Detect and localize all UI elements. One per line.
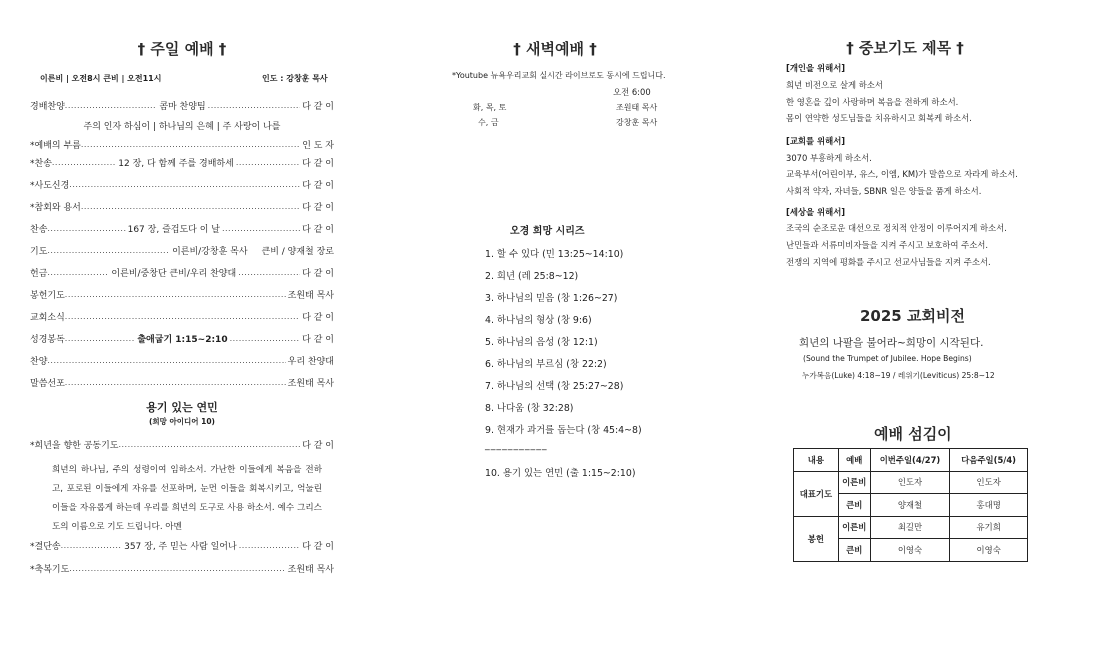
person-cell: 인도자 <box>950 471 1028 494</box>
order-row <box>30 221 334 235</box>
service-cell: 이른비 <box>838 471 870 494</box>
order-label: 찬양 <box>30 356 48 367</box>
order-row <box>30 375 334 389</box>
dot-leader <box>65 101 158 110</box>
service-cell: 큰비 <box>838 494 870 517</box>
order-performer: 큰비 / 양재철 장로 <box>261 246 334 257</box>
dot-leader <box>61 541 123 550</box>
prayer-line: 전쟁의 지역에 평화를 주시고 선교사님들을 지켜 주소서. <box>786 257 991 267</box>
order-row <box>30 309 334 323</box>
order-row <box>30 538 334 552</box>
vision-motto: 희년의 나팔을 불어라~희망이 시작된다. <box>799 337 984 349</box>
header-cell: 내용 <box>794 449 839 472</box>
prayer-line: 3070 부흥하게 하소서. <box>786 153 872 163</box>
dawn-time: 오전 6:00 <box>613 87 651 97</box>
order-detail: 콤마 찬양팀 <box>159 101 206 112</box>
series-item: 7. 하나님의 선택 (창 25:27~28) <box>485 381 624 392</box>
dawn-title: † 새벽예배 † <box>513 40 597 58</box>
table-row <box>794 471 1028 494</box>
serving-table <box>793 448 1028 562</box>
intercession-title: † 중보기도 제목 † <box>846 39 964 57</box>
order-label: 경배찬양 <box>30 101 65 112</box>
header-cell: 다음주일(5/4) <box>950 449 1028 472</box>
series-divider: ___________ <box>485 440 548 451</box>
order-label: 성경봉독 <box>30 334 65 345</box>
dot-leader <box>81 202 300 211</box>
order-label: 말씀선포 <box>30 378 65 389</box>
serving-title: 예배 섬김이 <box>874 425 952 443</box>
table-header-row <box>794 449 1028 472</box>
series-item: 5. 하나님의 음성 (창 12:1) <box>485 337 598 348</box>
youtube-note: *Youtube 뉴욕우리교회 실시간 라이브로도 동시에 드립니다. <box>452 71 666 80</box>
order-detail: 167 장, 즐겁도다 이 날 <box>127 224 220 235</box>
service-cell: 이른비 <box>838 516 870 539</box>
theme-line: 주의 인자 하심이 | 하나님의 은혜 | 주 사랑이 나를 <box>83 122 281 132</box>
dot-leader <box>47 224 125 233</box>
order-performer: 우리 찬양대 <box>287 356 334 367</box>
jubilee-prayer-text: 희년의 하나님, 주의 성령이여 임하소서. 가난한 이들에게 복음을 전하고, 포로된 이들에게 자유를 선포하며, 눈먼 이들을 회복시키고, 억눌린 이들을 자유롭게 하는데 우리를 희년의 도구로 사용 하소서. 예수 그리스도의 이름으로 기도 드립니다. 아멘 <box>52 465 322 532</box>
order-row <box>30 155 334 169</box>
dot-leader <box>69 180 300 189</box>
dot-leader <box>236 158 300 167</box>
order-label: 기도 <box>30 246 48 257</box>
order-performer: 다 같 이 <box>302 334 334 345</box>
order-row <box>30 243 334 257</box>
order-row <box>30 331 334 345</box>
order-label: 찬송 <box>30 224 48 235</box>
order-label: *찬송 <box>30 158 52 169</box>
dawn-days: 화, 목, 토 <box>473 103 507 112</box>
series-item: 8. 나다움 (창 32:28) <box>485 403 574 414</box>
order-row <box>30 98 334 112</box>
order-label: *결단송 <box>30 541 61 552</box>
order-performer: 다 같 이 <box>302 158 334 169</box>
dawn-person: 조원태 목사 <box>616 103 658 112</box>
order-label: *참회와 용서 <box>30 202 81 213</box>
order-performer: 다 같 이 <box>302 101 334 112</box>
order-row <box>30 353 334 367</box>
order-performer: 다 같 이 <box>302 268 334 279</box>
series-item: 4. 하나님의 형상 (창 9:6) <box>485 315 592 326</box>
sermon-subtitle: (희망 아이디어 10) <box>149 417 215 426</box>
order-performer: 조원태 목사 <box>287 290 334 301</box>
dot-leader <box>222 224 300 233</box>
series-item: 1. 할 수 있다 (민 13:25~14:10) <box>485 249 624 260</box>
order-detail: 12 장, 다 함께 주를 경배하세 <box>118 158 234 169</box>
order-detail: 이른비/중창단 큰비/우리 찬양대 <box>111 268 237 279</box>
dot-leader <box>230 334 301 343</box>
vision-title: 2025 교회비전 <box>860 307 965 325</box>
order-label: 봉헌기도 <box>30 290 65 301</box>
prayer-line: 난민들과 서류미비자들을 지켜 주시고 보호하여 주소서. <box>786 240 989 250</box>
order-row <box>30 265 334 279</box>
dot-leader <box>52 158 116 167</box>
series-title: 오경 희망 시리즈 <box>510 226 585 237</box>
order-performer: 다 같 이 <box>302 202 334 213</box>
order-performer: 조원태 목사 <box>287 564 334 575</box>
person-cell: 유기희 <box>950 516 1028 539</box>
prayer-group-heading: [개인을 위해서] <box>786 63 846 73</box>
group-cell: 대표기도 <box>794 471 839 516</box>
order-label: *사도신경 <box>30 180 70 191</box>
order-performer: 인 도 자 <box>302 140 334 151</box>
person-cell: 이영숙 <box>950 539 1028 562</box>
header-cell: 예배 <box>838 449 870 472</box>
order-performer: 다 같 이 <box>302 541 334 552</box>
order-label: 헌금 <box>30 268 48 279</box>
service-cell: 큰비 <box>838 539 870 562</box>
sunday-title: † 주일 예배 † <box>137 40 227 58</box>
dot-leader <box>239 541 301 550</box>
prayer-group-heading: [교회를 위해서] <box>786 136 846 146</box>
dot-leader <box>69 564 285 573</box>
order-row <box>30 137 334 151</box>
prayer-line: 희년 비전으로 살게 하소서 <box>786 80 883 90</box>
series-item: 9. 현재가 과거를 돕는다 (창 45:4~8) <box>485 425 642 436</box>
dot-leader <box>65 334 136 343</box>
dot-leader <box>65 378 286 387</box>
order-detail: 357 장, 주 믿는 사람 일어나 <box>124 541 237 552</box>
series-item: 10. 용기 있는 연민 (출 1:15~2:10) <box>485 468 636 479</box>
table-row <box>794 516 1028 539</box>
sunday-leader: 인도 : 강창훈 목사 <box>262 74 328 83</box>
order-label: 교회소식 <box>30 312 65 323</box>
dawn-person: 강창훈 목사 <box>616 118 658 127</box>
dawn-days: 수, 금 <box>478 118 499 127</box>
prayer-line: 사회적 약자, 자녀들, SBNR 일은 양들을 품게 하소서. <box>786 186 982 196</box>
order-row <box>30 287 334 301</box>
dot-leader <box>47 356 285 365</box>
dot-leader <box>81 140 300 149</box>
order-row <box>30 437 334 451</box>
person-cell: 양재철 <box>870 494 950 517</box>
person-cell: 최길만 <box>870 516 950 539</box>
dot-leader <box>118 440 300 449</box>
prayer-line: 몸이 연약한 성도님들을 치유하시고 회복케 하소서. <box>786 113 972 123</box>
dot-leader <box>47 246 170 255</box>
sunday-schedule: 이른비 | 오전8시 큰비 | 오전11시 <box>40 74 162 83</box>
prayer-line: 한 영혼을 깊이 사랑하며 복음을 전하게 하소서. <box>786 97 959 107</box>
order-performer: 다 같 이 <box>302 440 334 451</box>
vision-verses: 누가복음(Luke) 4:18~19 / 레위기(Leviticus) 25:8~12 <box>802 371 995 380</box>
order-detail: 이른비/강창훈 목사 <box>172 246 248 257</box>
order-performer: 다 같 이 <box>302 312 334 323</box>
order-label: *희년을 향한 공동기도 <box>30 440 119 451</box>
prayer-group-heading: [세상을 위해서] <box>786 207 846 217</box>
series-item: 3. 하나님의 믿음 (창 1:26~27) <box>485 293 618 304</box>
prayer-line: 교육부서(어린이부, 유스, 이엠, KM)가 말씀으로 자라게 하소서. <box>786 169 1018 179</box>
person-cell: 이영숙 <box>870 539 950 562</box>
order-row <box>30 561 334 575</box>
order-label: *축복기도 <box>30 564 70 575</box>
prayer-line: 조국의 순조로운 대선으로 정치적 안정이 이루어지게 하소서. <box>786 223 1007 233</box>
dot-leader <box>238 268 300 277</box>
order-performer: 다 같 이 <box>302 224 334 235</box>
order-performer: 조원태 목사 <box>287 378 334 389</box>
series-item: 2. 희년 (레 25:8~12) <box>485 271 579 282</box>
sermon-title: 용기 있는 연민 <box>146 401 218 414</box>
order-row <box>30 199 334 213</box>
order-detail: 출애굽기 1:15~2:10 <box>137 334 228 345</box>
order-performer: 다 같 이 <box>302 180 334 191</box>
group-cell: 봉헌 <box>794 516 839 561</box>
order-label: *예배의 부름 <box>30 140 81 151</box>
dot-leader <box>47 268 109 277</box>
dot-leader <box>65 290 286 299</box>
person-cell: 홍대명 <box>950 494 1028 517</box>
series-item: 6. 하나님의 부르심 (창 22:2) <box>485 359 607 370</box>
person-cell: 인도자 <box>870 471 950 494</box>
vision-english: (Sound the Trumpet of Jubilee. Hope Begins) <box>803 354 972 363</box>
order-row <box>30 177 334 191</box>
dot-leader <box>65 312 300 321</box>
header-cell: 이번주일(4/27) <box>870 449 950 472</box>
dot-leader <box>208 101 301 110</box>
